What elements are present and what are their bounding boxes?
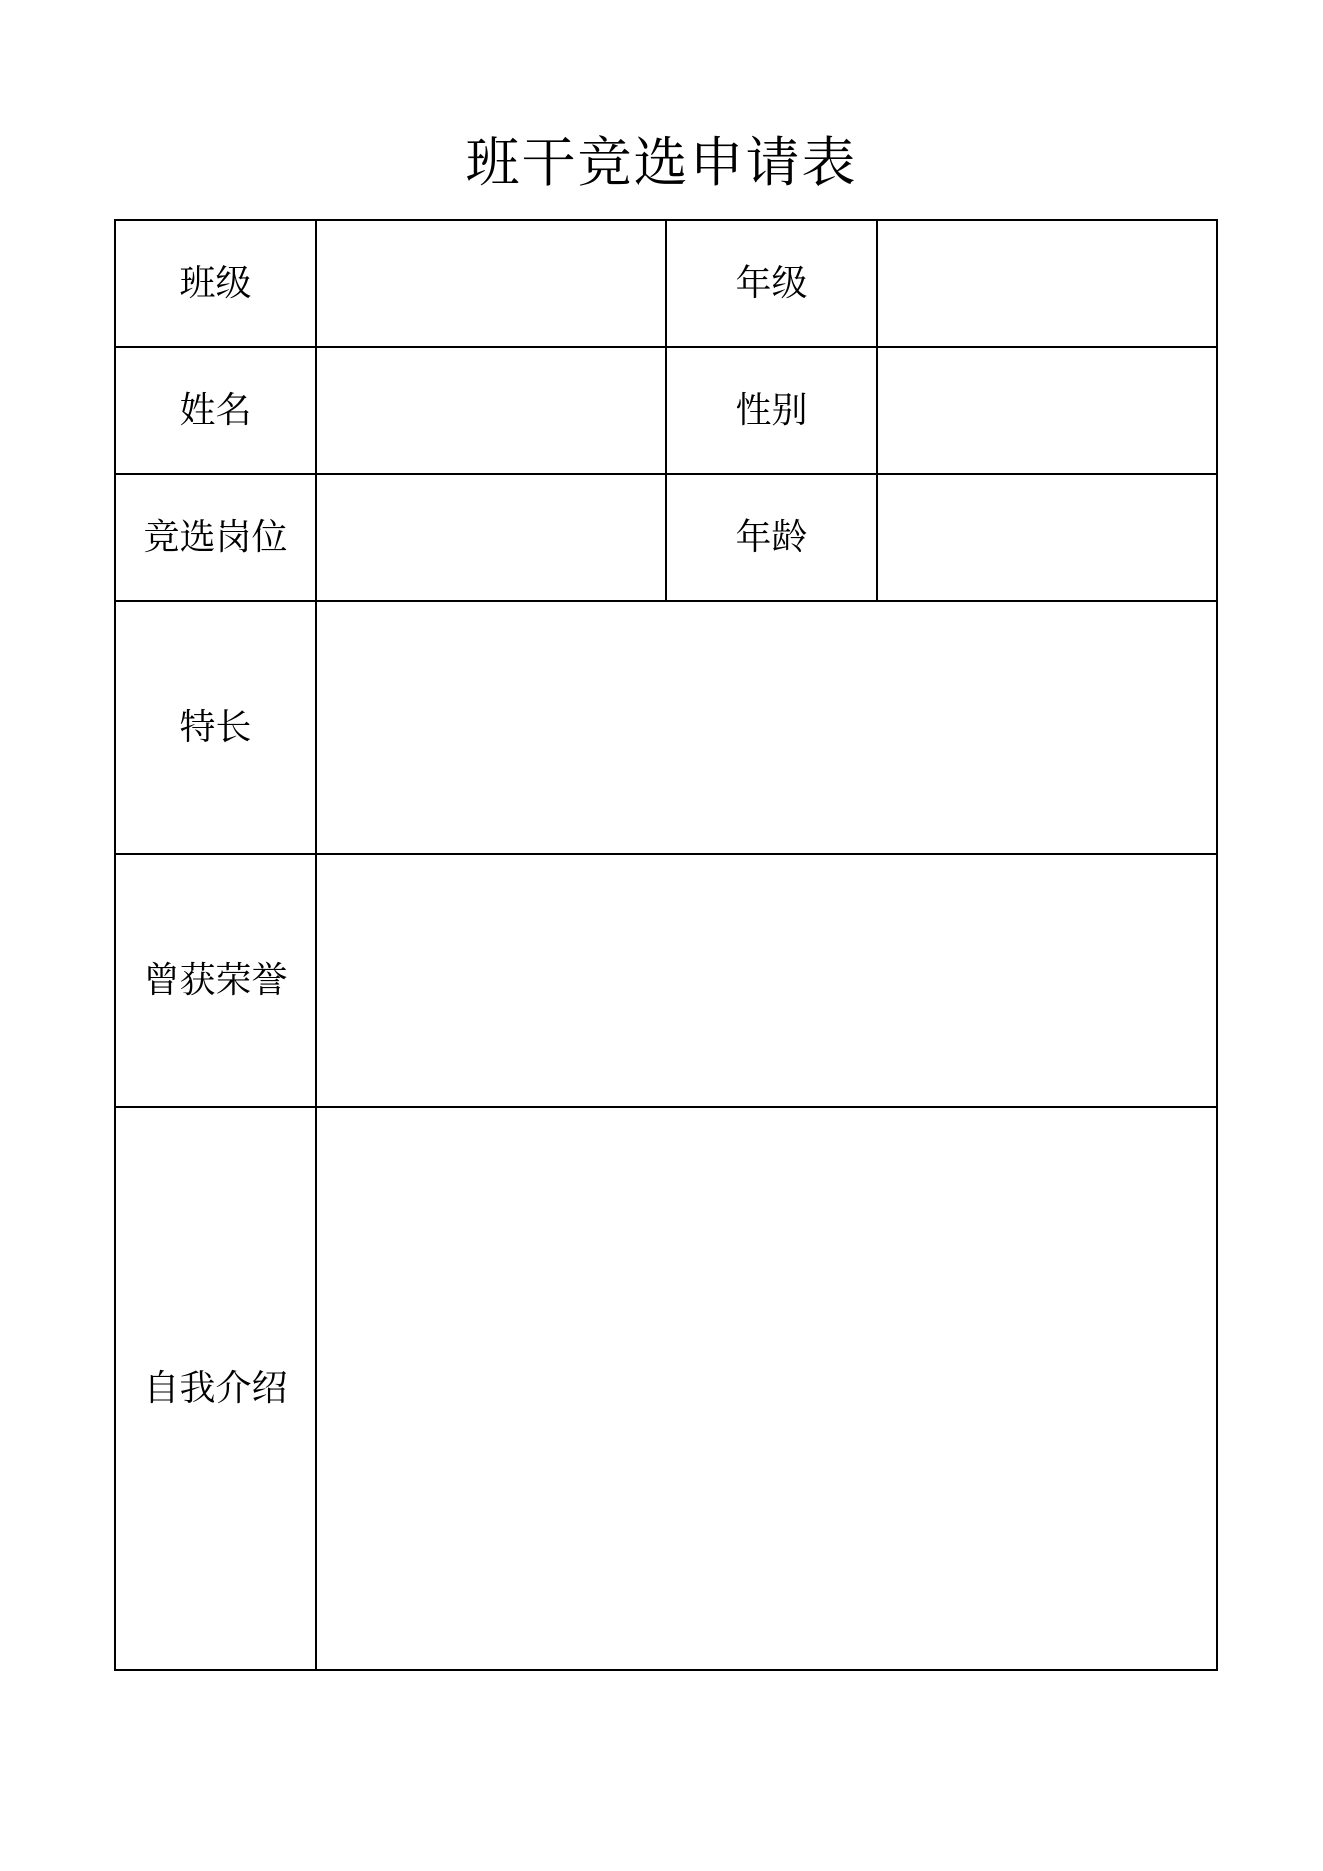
table-row-honors — [115, 854, 1217, 1107]
table-row-class-grade — [115, 220, 1217, 347]
gender-label: 性别 — [666, 347, 877, 474]
self-intro-field[interactable] — [316, 1107, 1217, 1670]
position-field[interactable] — [316, 474, 666, 601]
specialty-label: 特长 — [115, 601, 316, 854]
application-form-table — [114, 219, 1218, 1671]
honors-field[interactable] — [316, 854, 1217, 1107]
position-label: 竞选岗位 — [115, 474, 316, 601]
table-row-specialty — [115, 601, 1217, 854]
age-label: 年龄 — [666, 474, 877, 601]
gender-field[interactable] — [877, 347, 1217, 474]
age-field[interactable] — [877, 474, 1217, 601]
class-field[interactable] — [316, 220, 666, 347]
name-field[interactable] — [316, 347, 666, 474]
grade-field[interactable] — [877, 220, 1217, 347]
specialty-field[interactable] — [316, 601, 1217, 854]
grade-label: 年级 — [666, 220, 877, 347]
table-row-self-intro — [115, 1107, 1217, 1670]
table-row-name-gender — [115, 347, 1217, 474]
name-label: 姓名 — [115, 347, 316, 474]
class-label: 班级 — [115, 220, 316, 347]
form-title: 班干竞选申请表 — [465, 131, 858, 194]
self-intro-label: 自我介绍 — [115, 1107, 316, 1670]
honors-label: 曾获荣誉 — [115, 854, 316, 1107]
table-row-position-age — [115, 474, 1217, 601]
